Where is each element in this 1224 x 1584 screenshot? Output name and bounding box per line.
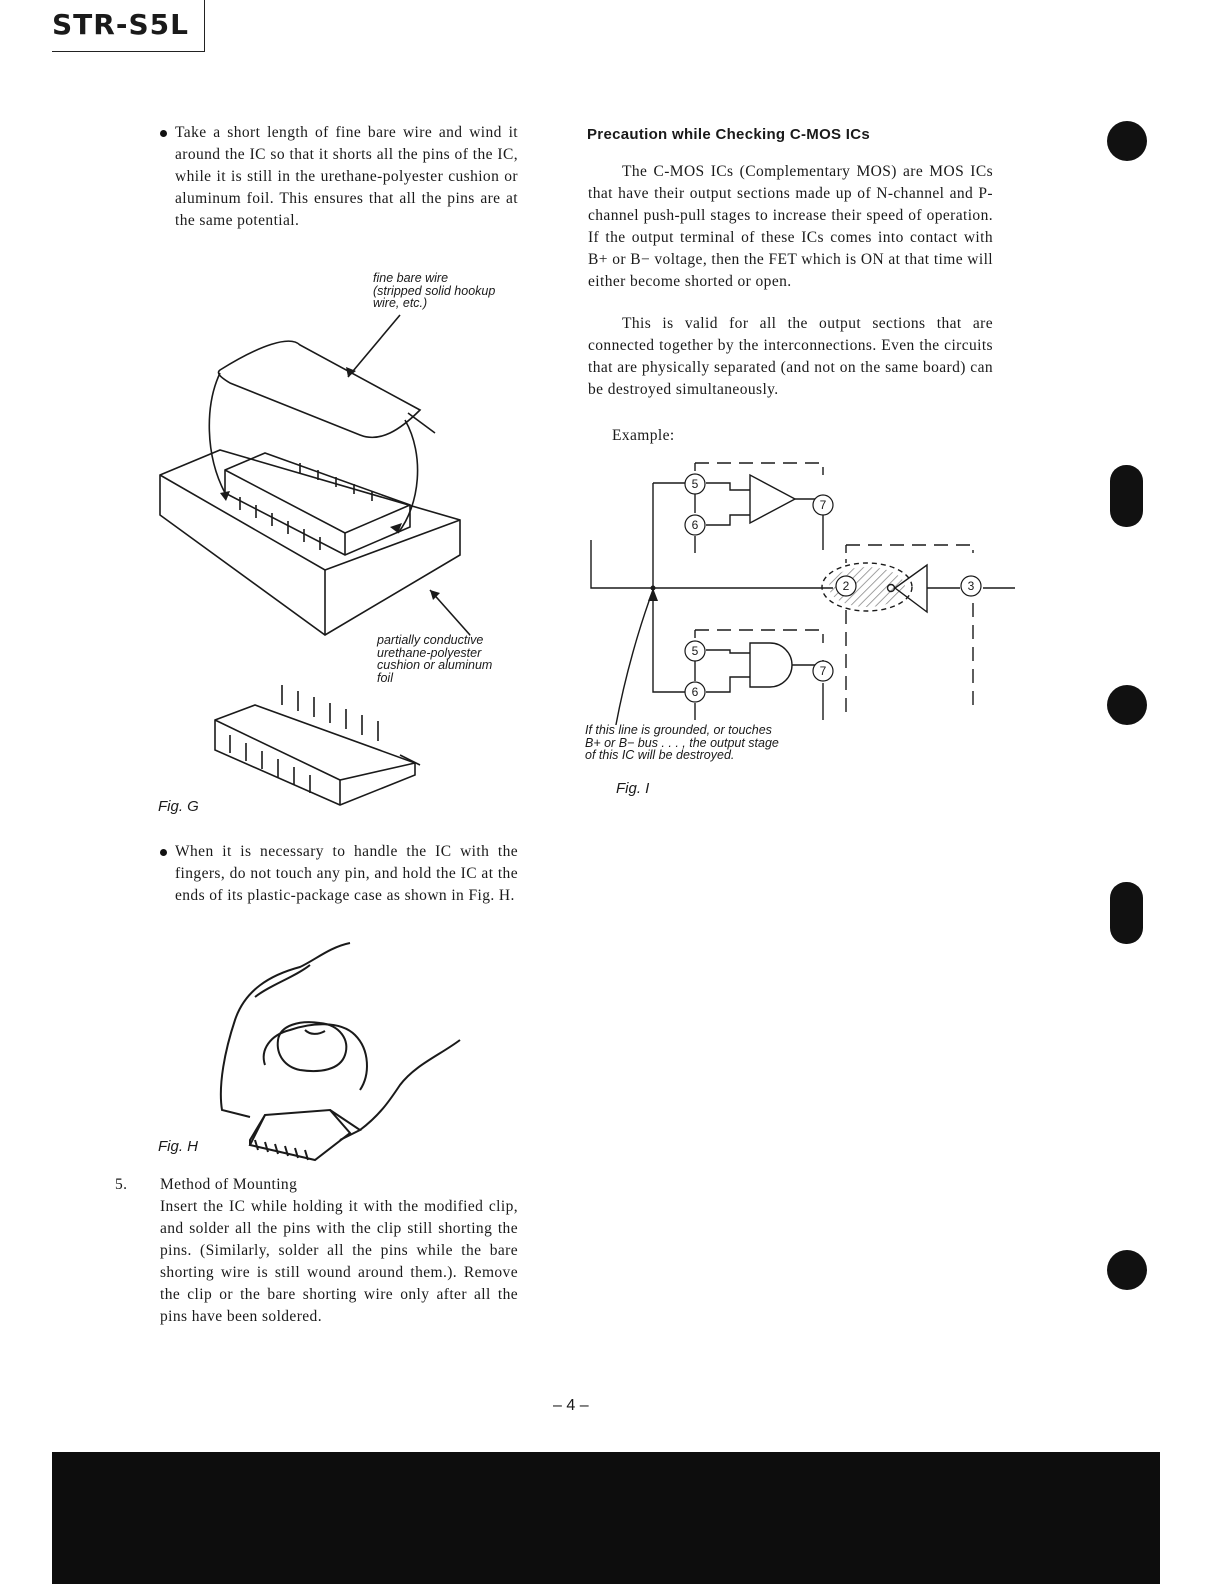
hand-outline-left [221, 943, 350, 1117]
section-title: Method of Mounting [160, 1176, 298, 1193]
pin-3: 3 [967, 579, 975, 593]
upper-buffer-gate [750, 475, 795, 523]
fig-g-wire-label-2: (stripped solid hookup [373, 283, 496, 298]
pin-6-lower: 6 [691, 685, 699, 699]
bullet-dot [160, 130, 167, 137]
bullet-text-shorting-wire: Take a short length of fine bare wire and wind it around the IC so that it shorts all the pins of the IC, while it is still in the urethane-polyester cushion or aluminum foil. This ensures that all the pins are at the same potential. [175, 124, 518, 229]
fig-i-note-line-3: of this IC will be destroyed. [585, 748, 735, 762]
wire-tail [408, 413, 435, 433]
ic-on-cushion [225, 453, 410, 555]
fig-i-circuit-diagram [585, 455, 1020, 725]
wire-leader-line [348, 315, 400, 377]
wire-left-arc [209, 373, 225, 493]
fig-i-caption: Fig. I [616, 780, 650, 797]
fig-g-wire-label-1: fine bare wire [373, 271, 449, 285]
wire-loop-shape [218, 341, 420, 437]
fig-g-cushion-label-4: foil [377, 670, 393, 685]
cushion-block [160, 450, 460, 635]
pin-2: 2 [842, 579, 850, 593]
bullet-dot [160, 849, 167, 856]
fig-i-note-line-1: If this line is grounded, or touches [585, 723, 772, 737]
bullet-text-handling: When it is necessary to handle the IC with the fingers, do not touch any pin, and hold the IC at the ends of its plastic-package case as shown in Fig. H. [175, 843, 518, 904]
binder-hole [1107, 1250, 1147, 1290]
model-number: STR-S5L [52, 8, 189, 41]
pin-5-upper: 5 [691, 477, 699, 491]
detached-ic [215, 705, 415, 805]
held-ic [250, 1110, 350, 1160]
fig-g-caption: Fig. G [158, 798, 199, 815]
binder-hole [1107, 685, 1147, 725]
main-bus-line [591, 540, 833, 588]
pin-6-upper: 6 [691, 518, 699, 532]
lower-and-gate [750, 643, 792, 687]
pin-5-lower: 5 [691, 644, 699, 658]
binder-hole-oval [1110, 465, 1143, 527]
fig-g-cushion-label-1: partially conductive [377, 633, 484, 647]
header-rule-vertical [204, 0, 205, 52]
cmos-paragraph-2: This is valid for all the output sections that are connected together by the interconnections. Even the circuits that are physically separated (and not on the same board) can be destroyed simultaneously. [588, 315, 993, 398]
binder-hole-oval [1110, 882, 1143, 944]
fig-g-cushion-label-2: urethane-polyester [377, 645, 482, 660]
section-number: 5. [115, 1176, 128, 1193]
fig-g-cushion-label-3: cushion or aluminum [377, 658, 493, 672]
example-label: Example: [612, 427, 675, 444]
binder-hole [1107, 121, 1147, 161]
page-number: – 4 – [553, 1397, 589, 1414]
pin-7-upper: 7 [819, 498, 827, 512]
section-body: Insert the IC while holding it with the modified clip, and solder all the pins with the clip still shorting the pins. (Similarly, solder all the pins while the bare shorting wire is still wound around them.). Remove the clip or the bare shorting wire only after all the pins have been soldered. [160, 1198, 518, 1325]
fig-g-illustration [150, 265, 530, 815]
fig-i-note-line-2: B+ or B− bus . . . , the output stage [585, 735, 779, 750]
scan-dark-bottom-band [52, 1452, 1160, 1584]
fig-h-caption: Fig. H [158, 1138, 199, 1155]
cmos-paragraph-1: The C-MOS ICs (Complementary MOS) are MOS ICs that have their output sections made up of N-channel and P-channel push-pull stages to increase their speed of operation. If the output terminal of these ICs comes into contact with B+ or B− voltage, then the FET which is ON at that time will either become shorted or open. [588, 163, 993, 290]
pin-7-lower: 7 [819, 664, 827, 678]
note-arrow [615, 590, 653, 725]
hand-outline-right [360, 1040, 460, 1130]
section-heading: Precaution while Checking C-MOS ICs [587, 126, 871, 143]
fig-h-hand-illustration [210, 935, 480, 1170]
fig-g-wire-label-3: wire, etc.) [373, 296, 428, 310]
header-rule-horizontal [52, 51, 205, 52]
wire-right-arc [398, 420, 418, 533]
